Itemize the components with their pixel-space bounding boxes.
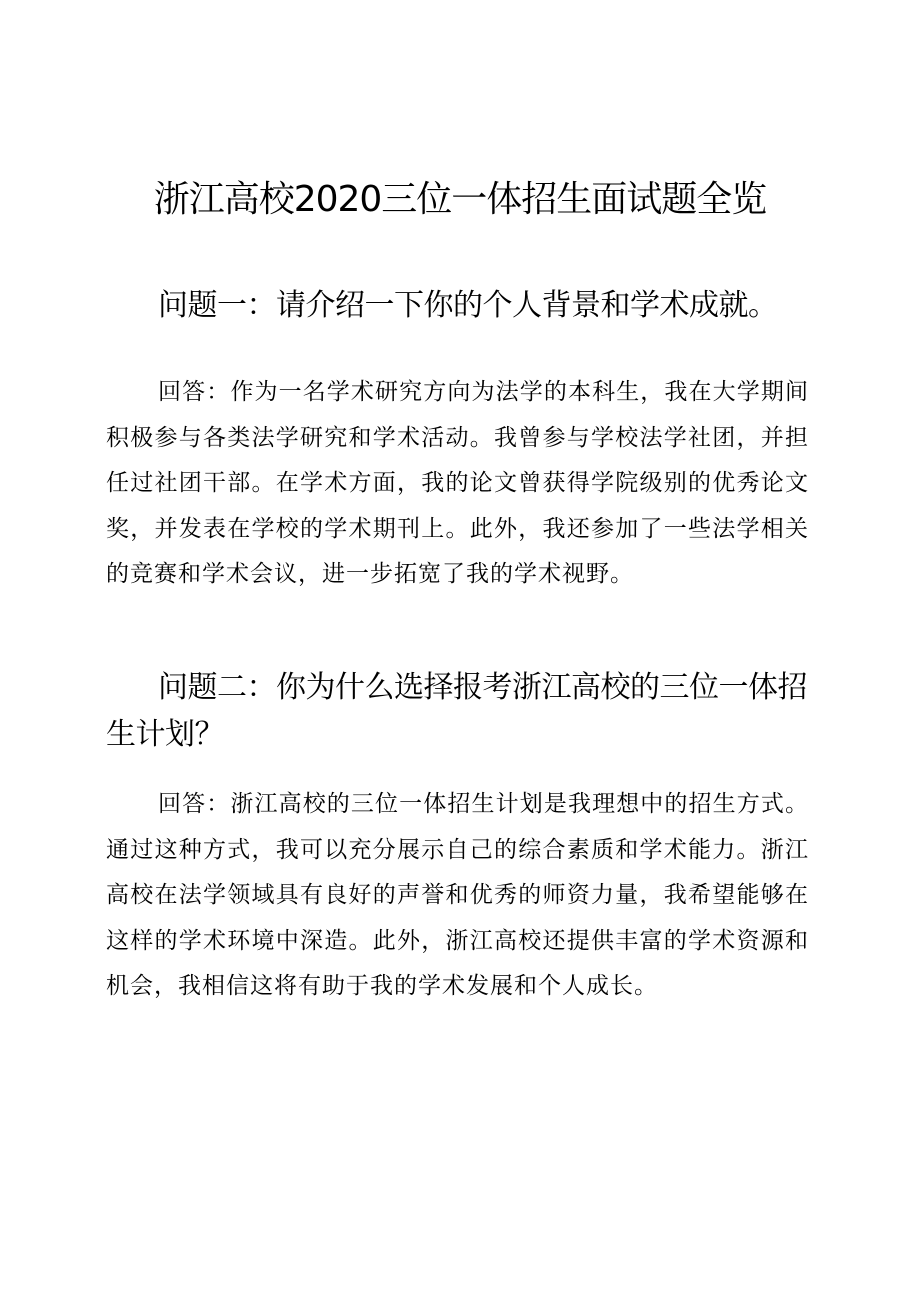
question-1: 问题一：请介绍一下你的个人背景和学术成就。 <box>158 288 778 323</box>
answer-2: 回答：浙江高校的三位一体招生计划是我理想中的招生方式。通过这种方式，我可以充分展示自己的综合素质和学术能力。浙江高校在法学领域具有良好的声誉和优秀的师资力量，我希望能够在这样的学术环境中深造。此外，浙江高校还提供丰富的学术资源和机会，我相信这将有助于我的学术发展和个人成长。 <box>106 791 809 999</box>
question-2: 问题二：你为什么选择报考浙江高校的三位一体招生计划？ <box>106 670 807 752</box>
answer-1: 回答：作为一名学术研究方向为法学的本科生，我在大学期间积极参与各类法学研究和学术活动。我曾参与学校法学社团，并担任过社团干部。在学术方面，我的论文曾获得学院级别的优秀论文奖，并发表在学校的学术期刊上。此外，我还参加了一些法学相关的竞赛和学术会议，进一步拓宽了我的学术视野。 <box>106 379 809 587</box>
document-title: 浙江高校2020三位一体招生面试题全览 <box>153 179 767 220</box>
